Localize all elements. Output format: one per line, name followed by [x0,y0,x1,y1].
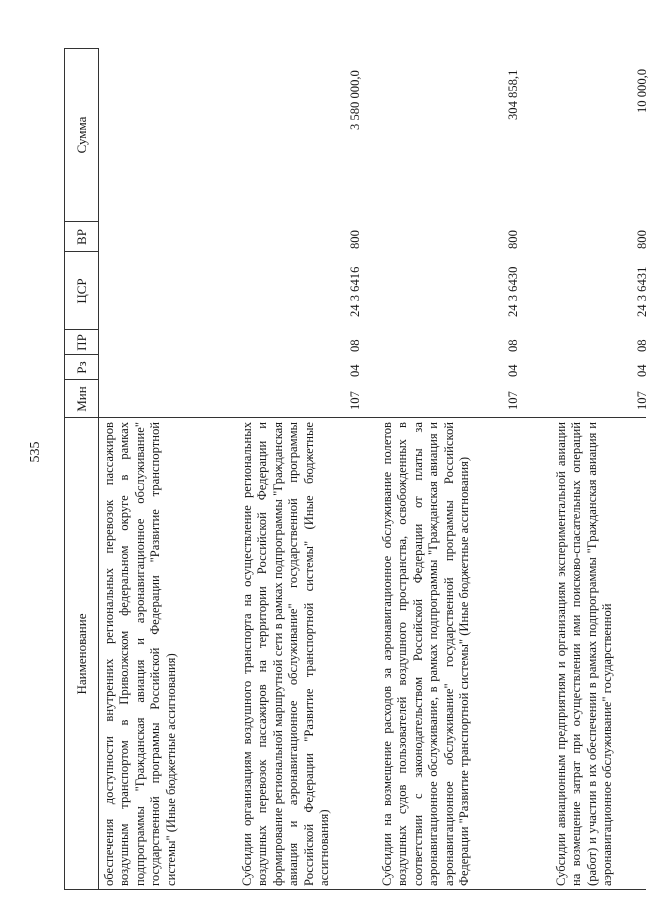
header-name: Наименование [73,613,89,695]
row-pr: 08 [635,339,649,352]
header-sum: Сумма [73,116,89,154]
row-min: 107 [348,391,362,410]
row-vr: 800 [506,230,520,249]
header-min: Мин [73,386,89,412]
page-number: 535 [28,441,43,463]
row-name: Субсидии организациям воздушного транспорта на осуществление региональных воздушных перевозок пассажиров на территории Российской Федерации и формирование региональной маршрутной сети в рамках подпрограммы "Гражданская авиация и аэронавигационное обслуживание" государственной программы Российской Федерации "Развитие транспортной системы" (Иные бюджетные ассигнования) [240,422,332,886]
row-csr: 24 3 6431 [635,266,649,317]
table-left-border [64,889,646,890]
header-vr: ВР [73,229,89,245]
row-min: 107 [506,391,520,410]
row-sum: 10 000,0 [635,68,649,113]
row-pr: 08 [506,339,520,352]
header-rz: Рз [73,361,89,374]
row-csr: 24 3 6416 [348,266,362,317]
row-vr: 800 [348,230,362,249]
row-name: Субсидии на возмещение расходов за аэронавигационное обслуживание полетов воздушных судов пользователей воздушного пространства, освобожденных в соответствии с законодательством Российской Федерации от платы за аэронавигационное обслуживание, в рамках подпрограммы "Гражданская авиация и аэронавигационное обслуживание" государственной программы Российской Федерации "Развитие транспортной системы" (Иные бюджетные ассигнования) [380,422,472,886]
row-rz: 04 [635,364,649,377]
row-vr: 800 [635,230,649,249]
name-column-border [64,417,646,418]
row-sum: 3 580 000,0 [348,70,362,130]
row-min: 107 [635,391,649,410]
row-pr: 08 [348,339,362,352]
row-rz: 04 [348,364,362,377]
row-sum: 304 858,1 [506,69,520,120]
header-csr: ЦСР [73,278,89,304]
row-rz: 04 [506,364,520,377]
row-name: обеспечения доступности внутренних региональных перевозок пассажиров воздушным транспортом в Приволжском федеральном округе в рамках подпрограммы "Гражданская авиация и аэронавигационное обслуживание" государственной программы Российской Федерации "Развитие транспортной системы" (Иные бюджетные ассигнования) [102,422,178,886]
row-name: Субсидии авиационным предприятиям и организациям экспериментальной авиации на возмещение затрат при осуществлении ими поисково-спасательных операций (работ) и участии в их обеспечении в рамках подпрограммы "Гражданская авиация и аэронавигационное обслуживание" государственной [554,422,615,886]
budget-table [64,48,649,890]
row-csr: 24 3 6430 [506,266,520,317]
header-pr: ПР [73,334,89,351]
